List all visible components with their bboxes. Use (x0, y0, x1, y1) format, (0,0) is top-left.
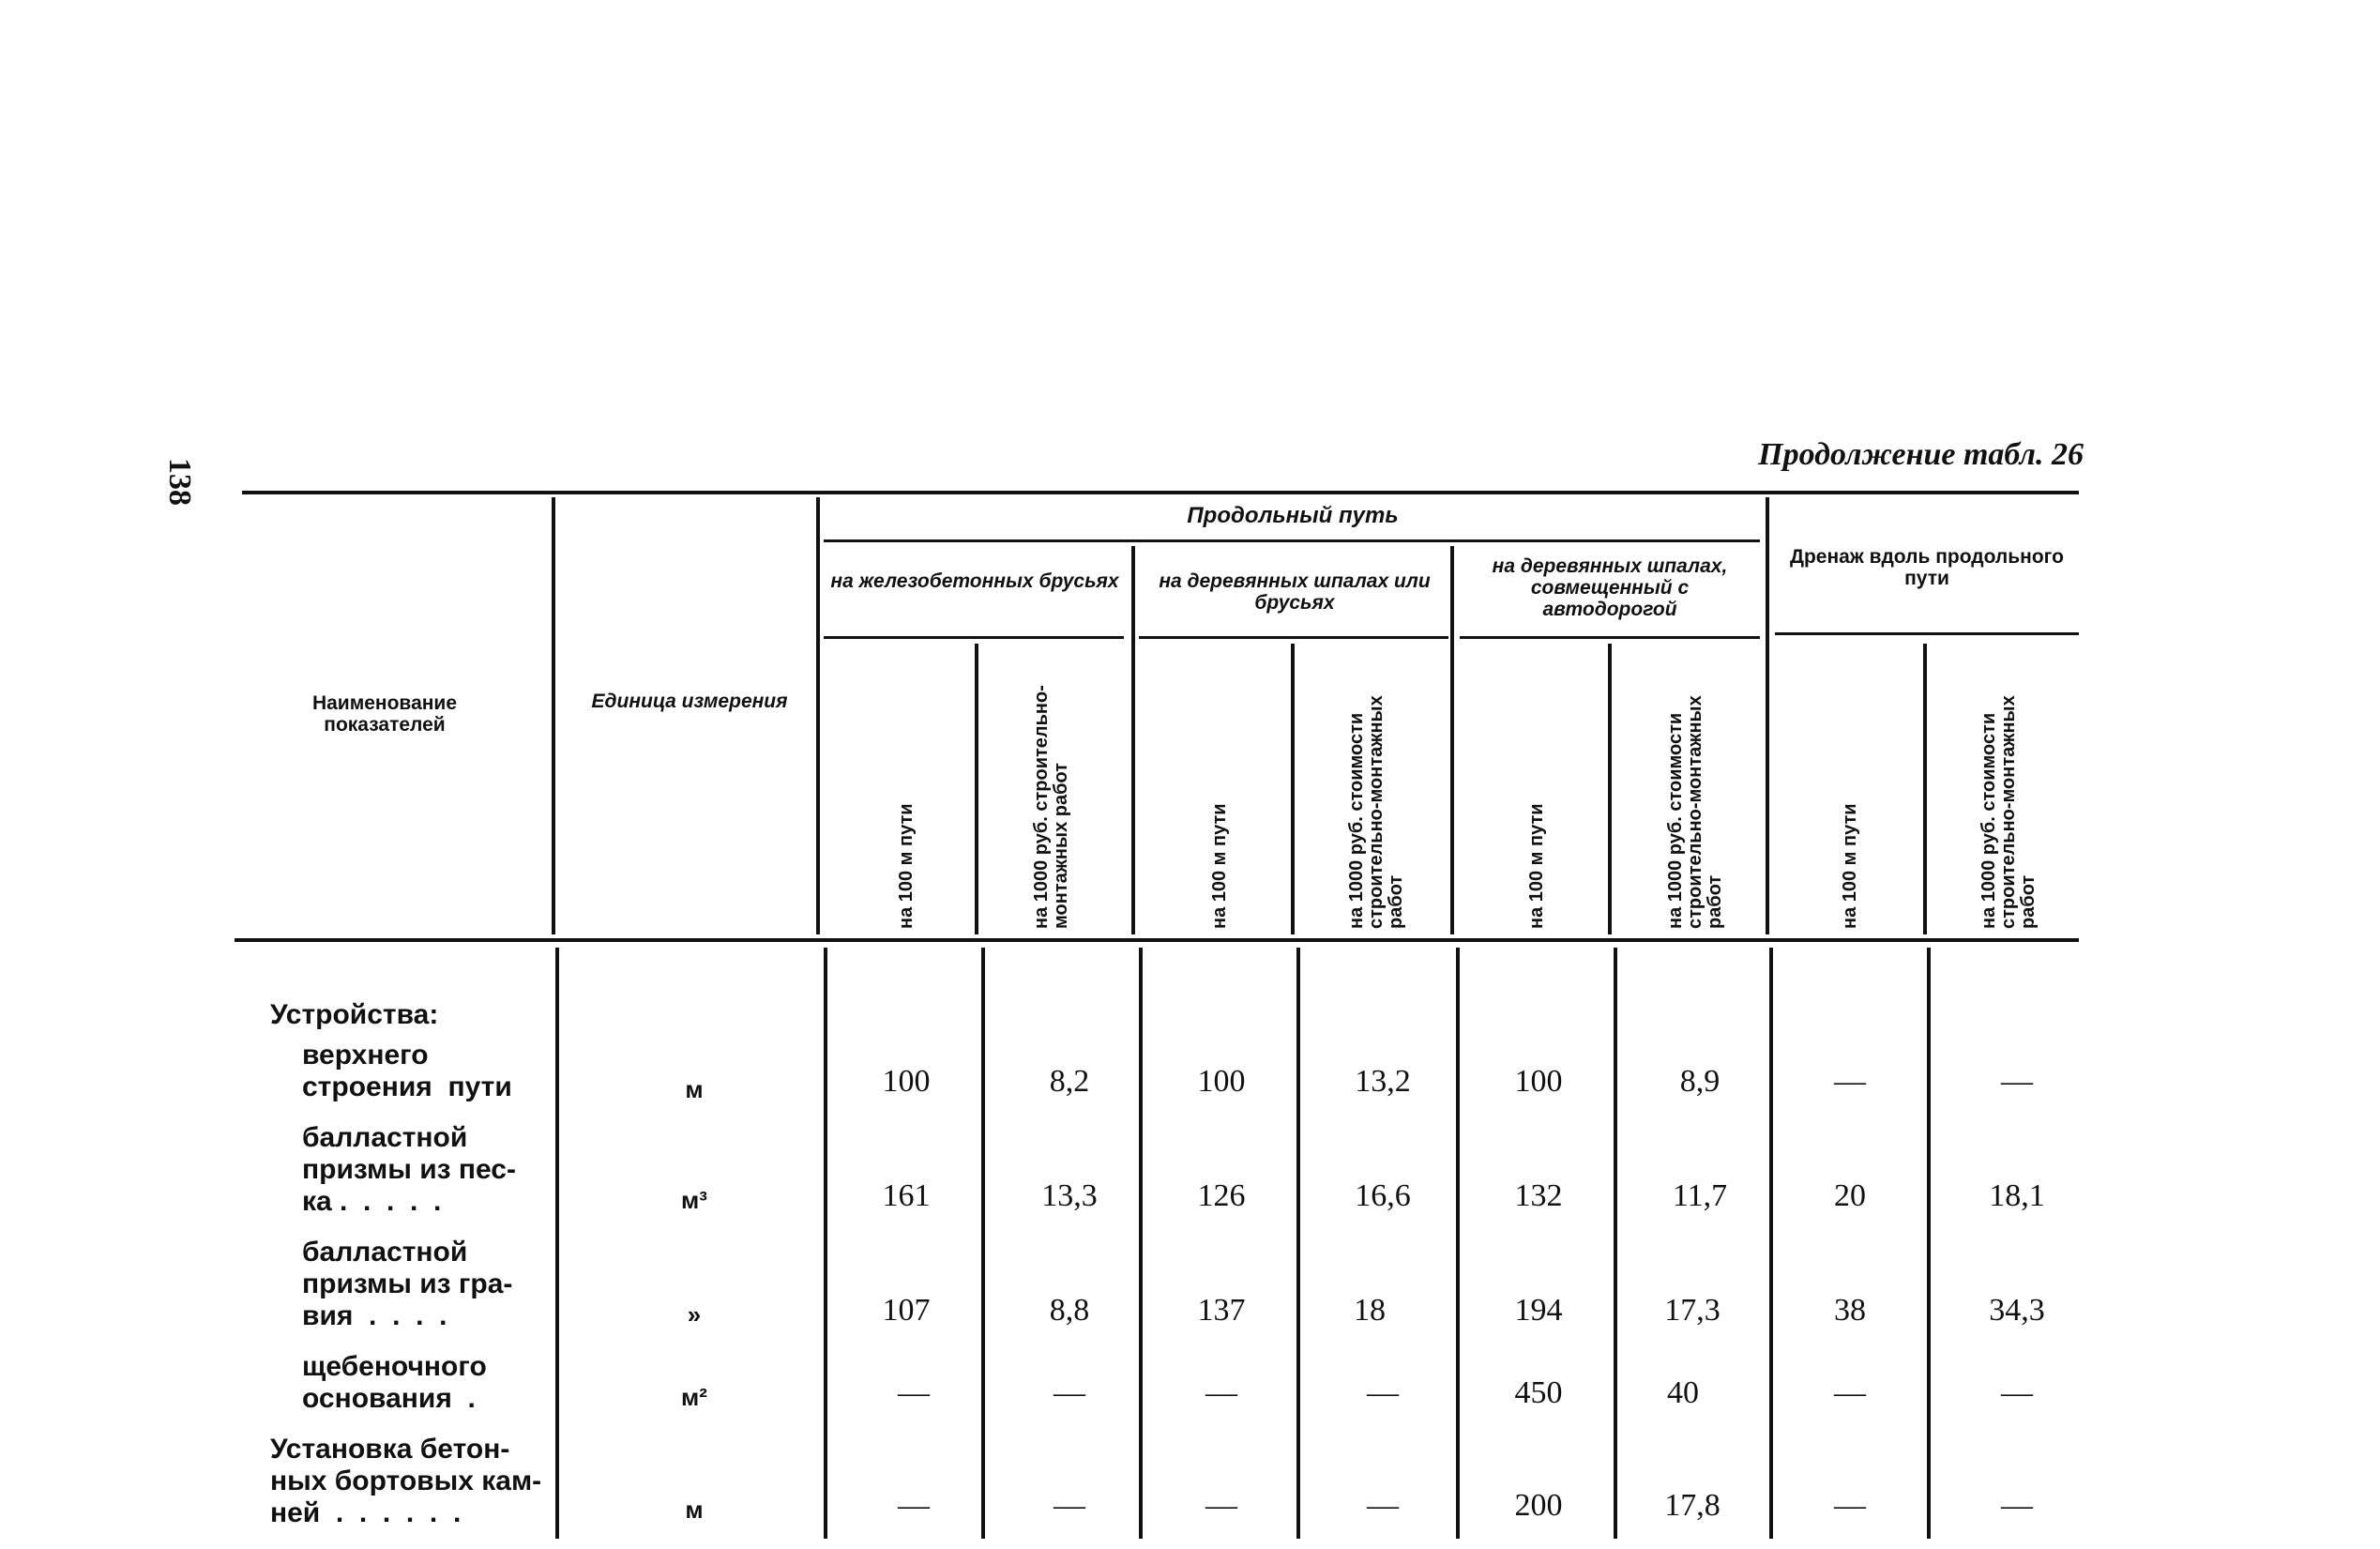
header-col-4: на 1000 руб. стоимости строительно-монтажных работ (1346, 695, 1406, 929)
row-label-3: щебеночного основания . (302, 1351, 487, 1414)
cell-1-1: 13,3 (1041, 1178, 1098, 1213)
row-unit-2: » (687, 1300, 702, 1329)
header-drainage: Дренаж вдоль продольного пути (1790, 546, 2064, 589)
cell-2-6: 38 (1834, 1293, 1866, 1328)
cell-1-5: 11,7 (1672, 1178, 1728, 1213)
header-col-3: на 100 м пути (1209, 803, 1230, 929)
header-unit: Единица измерения (591, 691, 788, 712)
header-col-8: на 1000 руб. стоимости строительно-монтажных работ (1978, 695, 2039, 929)
section-title: Устройства: (270, 999, 439, 1030)
cell-4-6: — (1834, 1488, 1866, 1523)
cell-0-2: 100 (1197, 1064, 1246, 1099)
longitudinal-group-rule (824, 539, 1760, 542)
header-col-7: на 100 м пути (1840, 803, 1860, 929)
cell-2-5: 17,3 (1664, 1293, 1721, 1328)
cell-4-0: — (898, 1488, 930, 1523)
row-unit-1: м³ (681, 1186, 707, 1214)
body-vline-9 (1927, 948, 1931, 1539)
cell-0-4: 100 (1514, 1064, 1563, 1099)
header-bottom-rule (235, 938, 2079, 942)
header-wooden-road: на деревянных шпалах, совмещенный с автодорогой (1492, 555, 1728, 620)
cell-2-4: 194 (1514, 1293, 1563, 1328)
row-unit-3: м² (681, 1383, 707, 1411)
body-vline-2 (824, 948, 827, 1539)
header-wooden-sleepers: на деревянных шпалах или брусьях (1159, 570, 1431, 614)
cell-0-6: — (1834, 1064, 1866, 1099)
subgroup-rule-1 (824, 636, 1124, 639)
cell-4-4: 200 (1514, 1488, 1563, 1523)
body-vline-7 (1614, 948, 1617, 1539)
header-vline-7 (1608, 644, 1612, 934)
cell-1-4: 132 (1514, 1178, 1563, 1213)
cell-3-2: — (1205, 1375, 1237, 1410)
header-vline-6 (1450, 546, 1454, 934)
header-vline-9 (1923, 644, 1927, 934)
body-vline-6 (1456, 948, 1460, 1539)
subgroup-rule-3 (1460, 636, 1760, 639)
header-vline-8 (1766, 497, 1769, 934)
cell-1-7: 18,1 (1989, 1178, 2045, 1213)
row-label-2: балластной призмы из гра- вия . . . . (302, 1237, 513, 1331)
cell-3-3: — (1367, 1375, 1399, 1410)
body-vline-1 (555, 948, 559, 1539)
cell-0-7: — (2001, 1064, 2033, 1099)
row-unit-4: м (685, 1496, 704, 1524)
top-rule (242, 491, 2079, 494)
header-vline-5 (1291, 644, 1295, 934)
header-indicator-name: Наименование показателей (311, 692, 458, 736)
drainage-rule (1775, 632, 2079, 635)
row-label-0: верхнего строения пути (302, 1040, 512, 1102)
page-number: 138 (162, 458, 197, 506)
header-concrete-sleepers: на железобетонных брусьях (830, 570, 1119, 592)
cell-0-0: 100 (882, 1064, 931, 1099)
row-label-1: балластной призмы из пес- ка . . . . . (302, 1122, 516, 1217)
cell-1-6: 20 (1834, 1178, 1866, 1213)
body-vline-5 (1296, 948, 1300, 1539)
header-vline-1 (552, 497, 555, 934)
body-vline-3 (981, 948, 985, 1539)
header-col-1: на 100 м пути (896, 803, 917, 929)
body-vline-4 (1139, 948, 1143, 1539)
row-label-4: Установка бетон- ных бортовых кам- ней . . . . . . (270, 1434, 542, 1528)
cell-0-3: 13,2 (1355, 1064, 1411, 1099)
header-vline-3 (975, 644, 978, 934)
header-col-2: на 1000 руб. строительно-монтажных работ (1031, 685, 1071, 929)
subgroup-rule-2 (1139, 636, 1448, 639)
cell-2-7: 34,3 (1989, 1293, 2045, 1328)
cell-1-2: 126 (1197, 1178, 1246, 1213)
cell-2-3: 18 (1354, 1293, 1386, 1328)
cell-3-7: — (2001, 1375, 2033, 1410)
cell-4-3: — (1367, 1488, 1399, 1523)
cell-2-0: 107 (882, 1293, 931, 1328)
cell-2-1: 8,8 (1049, 1293, 1090, 1328)
cell-1-0: 161 (882, 1178, 931, 1213)
row-unit-0: м (685, 1075, 704, 1103)
cell-4-1: — (1054, 1488, 1085, 1523)
cell-0-1: 8,2 (1049, 1064, 1090, 1099)
cell-3-0: — (898, 1375, 930, 1410)
cell-0-5: 8,9 (1679, 1064, 1721, 1099)
cell-3-1: — (1054, 1375, 1085, 1410)
header-col-6: на 1000 руб. стоимости строительно-монтажных работ (1665, 695, 1725, 929)
cell-3-6: — (1834, 1375, 1866, 1410)
cell-1-3: 16,6 (1355, 1178, 1411, 1213)
body-vline-8 (1769, 948, 1773, 1539)
cell-4-7: — (2001, 1488, 2033, 1523)
table-continuation-label: Продолжение табл. 26 (1758, 437, 2084, 472)
cell-2-2: 137 (1197, 1293, 1246, 1328)
cell-4-5: 17,8 (1664, 1488, 1721, 1523)
header-longitudinal-track: Продольный путь (1187, 503, 1399, 528)
header-vline-2 (816, 497, 820, 934)
header-vline-4 (1131, 546, 1135, 934)
cell-4-2: — (1205, 1488, 1237, 1523)
header-col-5: на 100 м пути (1526, 803, 1547, 929)
cell-3-4: 450 (1514, 1375, 1563, 1410)
cell-3-5: 40 (1667, 1375, 1699, 1410)
